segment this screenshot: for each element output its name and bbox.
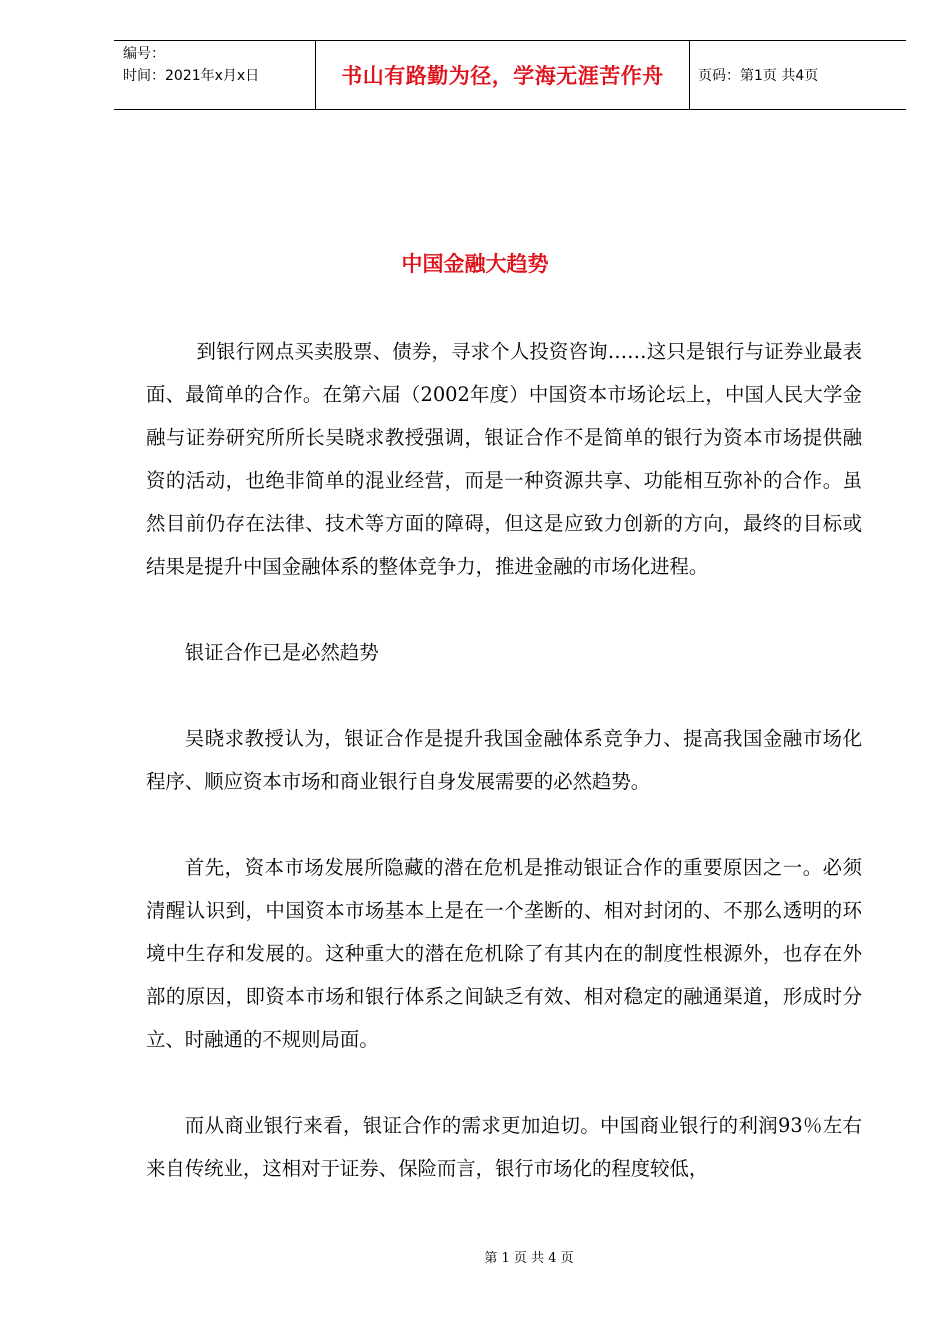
paragraph: 吴晓求教授认为，银证合作是提升我国金融体系竞争力、提高我国金融市场化程序、顺应资本市场和商业银行自身发展需要的必然趋势。 xyxy=(146,727,862,793)
paragraph: 而从商业银行来看，银证合作的需求更加迫切。中国商业银行的利润93％左右来自传统业，这相对于证券、保险而言，银行市场化的程度较低， xyxy=(146,1114,862,1180)
header-meta xyxy=(114,41,316,109)
document-title: 中国金融大趋势 xyxy=(401,252,549,276)
paragraph: 首先，资本市场发展所隐藏的潜在危机是推动银证合作的重要原因之一。必须清醒认识到，中国资本市场基本上是在一个垄断的、相对封闭的、不那么透明的环境中生存和发展的。这种重大的潜在危机除了有其内在的制度性根源外，也存在外部的原因，即资本市场和银行体系之间缺乏有效、相对稳定的融通渠道，形成时分立、时融通的不规则局面。 xyxy=(146,856,862,1051)
page-footer: 第 1 页 共 4 页 xyxy=(484,1251,574,1266)
doc-time-label: 时间：2021年x月x日 xyxy=(123,68,260,84)
doc-number-label: 编号： xyxy=(123,46,165,62)
document-body xyxy=(146,330,862,1233)
paragraph-intro: 到银行网点买卖股票、债券，寻求个人投资咨询……这只是银行与证券业最表面、最简单的合作。在第六届（2002年度）中国资本市场论坛上，中国人民大学金融与证券研究所所长吴晓求教授强调，银证合作不是简单的银行为资本市场提供融资的活动，也绝非简单的混业经营，而是一种资源共享、功能相互弥补的合作。虽然目前仍存在法律、技术等方面的障碍，但这是应致力创新的方向，最终的目标或结果是提升中国金融体系的整体竞争力，推进金融的市场化进程。 xyxy=(146,340,862,578)
header-page-code: 页码：第1页 共4页 xyxy=(698,68,819,84)
header-motto: 书山有路勤为径，学海无涯苦作舟 xyxy=(316,41,690,109)
document-header xyxy=(114,40,906,110)
section-heading: 银证合作已是必然趋势 xyxy=(184,641,379,664)
